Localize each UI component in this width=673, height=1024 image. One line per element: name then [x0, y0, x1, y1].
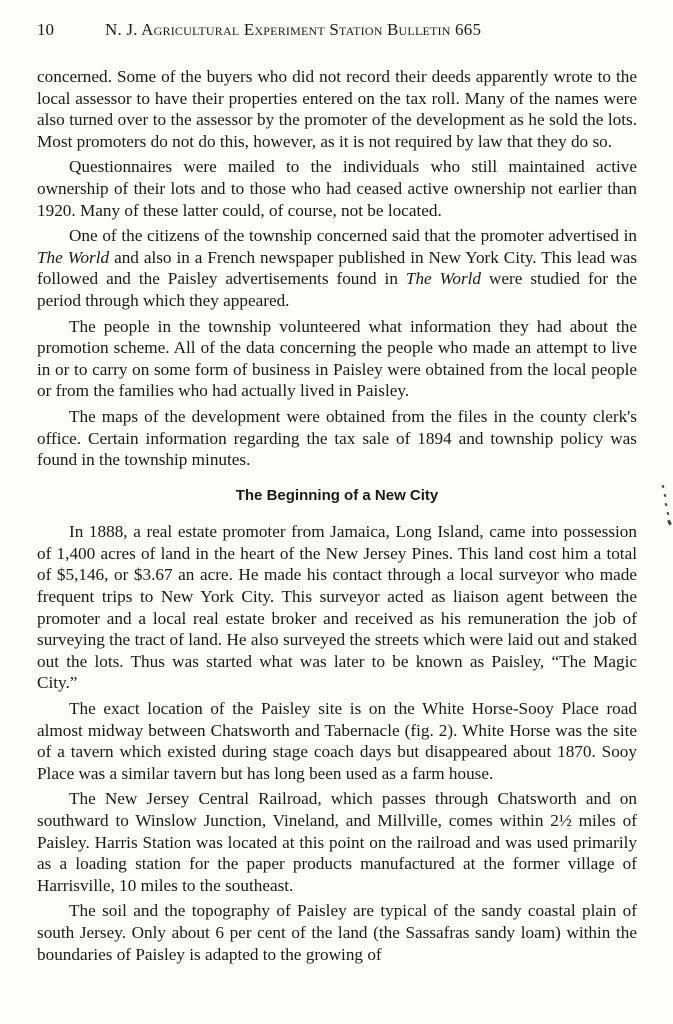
text-segment: The New Jersey Central Railroad, which passes through Chatsworth and on southward to Winslow Junction, Vineland, and Millville, comes within 2½ miles of Paisley. Harris Station was located at this point on the railroad and was used primarily as a loading station for the paper products manufactured at the former village of Harrisville, 10 miles to the southeast. — [37, 789, 637, 895]
paragraph-p7 — [37, 698, 637, 784]
scan-margin-marks — [660, 485, 670, 530]
text-segment: In 1888, a real estate promoter from Jamaica, Long Island, came into possession of 1,400 acres of land in the heart of the New Jersey Pines. This land cost him a total of $5,146, or $3.67 an acre. He made his contact through a local surveyor who made frequent trips to New York City. This surveyor acted as liaison agent between the promoter and a local real estate broker and received as his remuneration the job of surveying the tract of land. He also surveyed the streets which were laid out and staked out the lots. Thus was started what was later to be known as Paisley, “The Magic City.” — [37, 522, 637, 693]
paragraph-p8 — [37, 788, 637, 896]
paragraph-p6 — [37, 521, 637, 694]
paragraph-p3 — [37, 225, 637, 311]
text-segment: The people in the township volunteered what information they had about the promotion scheme. All of the data concerning the people who made an attempt to live in or to carry on some form of business in Paisley were obtained from the local people or from the families who had actually lived in Paisley. — [37, 316, 637, 401]
text-segment: The exact location of the Paisley site is on the White Horse-Sooy Place road almost midway between Chatsworth and Tabernacle (fig. 2). White Horse was the site of a tavern which existed during stage coach days but disappeared about 1870. Sooy Place was a similar tavern but has long been used as a farm house. — [37, 699, 637, 783]
section-heading: The Beginning of a New City — [235, 486, 439, 504]
paragraphs-before-heading — [37, 66, 637, 471]
paragraph-p2 — [37, 156, 637, 221]
text-segment: were studied for the period through which they appeared. — [37, 269, 637, 310]
paragraph-p1 — [37, 66, 637, 152]
paragraph-p4 — [37, 316, 637, 402]
paragraph-p9 — [37, 900, 637, 965]
italic-title: The World — [405, 269, 482, 289]
text-segment: The maps of the development were obtained from the files in the county clerk's office. Certain information regarding the tax sale of 1894 and township policy was found in the township minutes. — [37, 406, 637, 470]
text-segment: concerned. Some of the buyers who did not record their deeds apparently wrote to the local assessor to have their properties entered on the tax roll. Many of the names were also turned over to the assessor by the promoter of the development as he sold the lots. Most promoters do not do this, however, as it is not required by law that they do so. — [37, 67, 637, 151]
text-segment: Questionnaires were mailed to the individuals who still maintained active ownership of their lots and to those who had ceased active ownership not earlier than 1920. Many of these latter could, of course, not be located. — [37, 157, 637, 220]
page-number: 10 — [37, 20, 54, 39]
running-header — [37, 19, 637, 41]
paragraphs-after-heading — [37, 521, 637, 965]
running-title: N. J. Agricultural Experiment Station Bulletin 665 — [105, 20, 482, 39]
italic-title: The World — [37, 247, 110, 267]
text-segment: The soil and the topography of Paisley are typical of the sandy coastal plain of south Jersey. Only about 6 per cent of the land (the Sassafras sandy loam) within the boundaries of Paisley is adapted to the growing of — [37, 901, 637, 964]
text-segment: One of the citizens of the township concerned said that the promoter advertised in — [69, 226, 637, 246]
text-segment: and also in a French newspaper published in New York City. This lead was followed and the Paisley advertisements found in — [37, 247, 638, 289]
body-text — [37, 66, 637, 965]
paragraph-p5 — [37, 406, 637, 471]
